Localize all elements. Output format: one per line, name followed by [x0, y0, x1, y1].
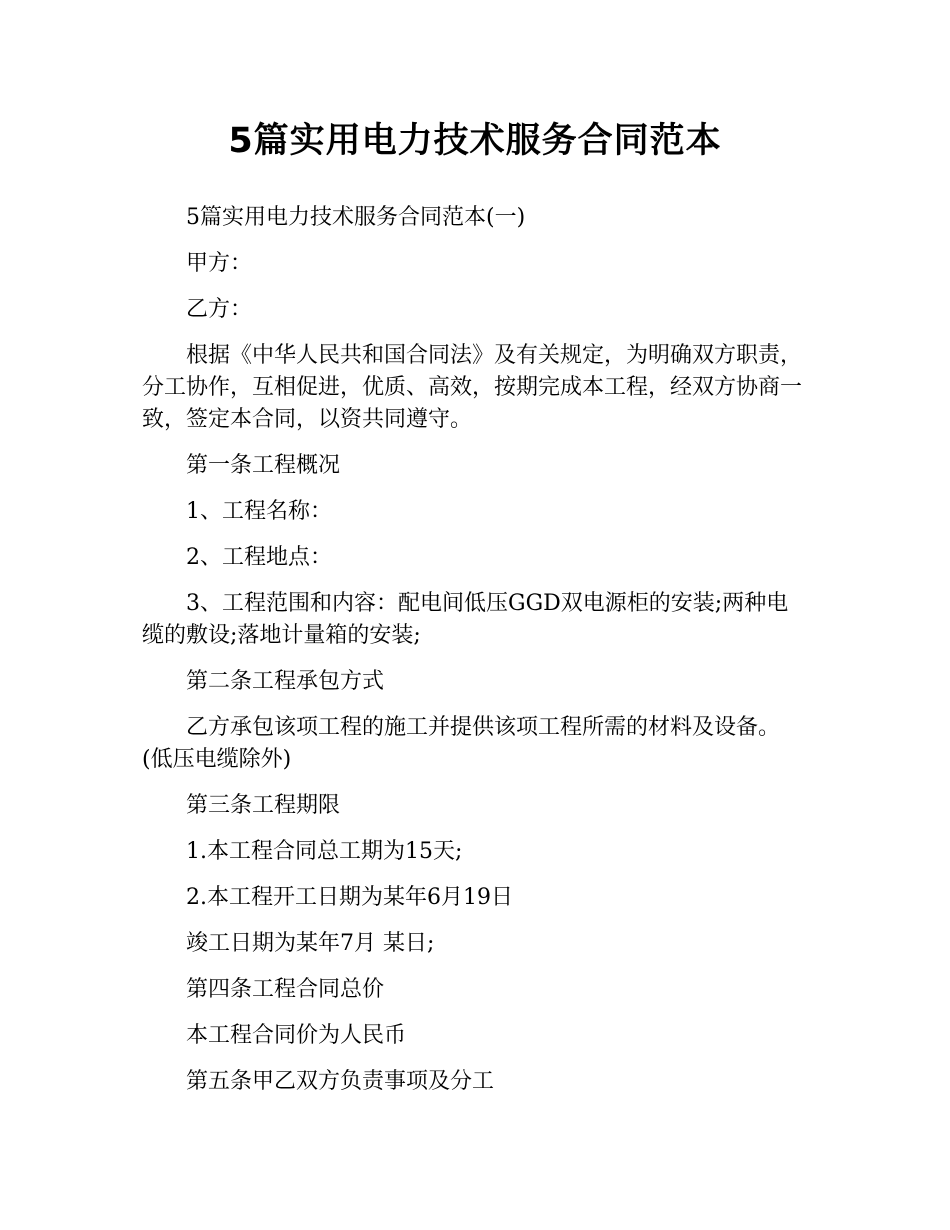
party-b-line: 乙方：	[186, 297, 253, 322]
party-a-line: 甲方：	[186, 251, 253, 276]
contracting-method-paragraph: 乙方承包该项工程的施工并提供该项工程所需的材料及设备。(低压电缆除外)	[142, 715, 781, 772]
article-2-heading: 第二条工程承包方式	[186, 669, 385, 694]
project-location-line: 2、工程地点：	[186, 545, 332, 570]
project-scope-paragraph: 3、工程范围和内容：配电间低压GGD双电源柜的安装;两种电缆的敷设;落地计量箱的安装;	[142, 591, 789, 648]
project-name-line: 1、工程名称：	[186, 499, 332, 524]
completion-date-line: 竣工日期为某年7月 某日;	[186, 931, 435, 956]
contract-price-line: 本工程合同价为人民币	[186, 1023, 407, 1048]
document-body	[142, 202, 810, 1112]
article-4-heading: 第四条工程合同总价	[186, 977, 385, 1002]
preamble-paragraph: 根据《中华人民共和国合同法》及有关规定，为明确双方职责，分工协作，互相促进，优质、高效，按期完成本工程，经双方协商一致，签定本合同，以资共同遵守。	[142, 343, 803, 432]
article-1-heading: 第一条工程概况	[186, 453, 341, 478]
subtitle-paragraph: 5篇实用电力技术服务合同范本(一)	[186, 205, 526, 230]
total-duration-line: 1.本工程合同总工期为15天;	[186, 839, 463, 864]
start-date-line: 2.本工程开工日期为某年6月19日	[186, 885, 513, 910]
article-3-heading: 第三条工程期限	[186, 793, 341, 818]
article-5-heading: 第五条甲乙双方负责事项及分工	[186, 1069, 495, 1094]
document-title: 5篇实用电力技术服务合同范本	[228, 121, 722, 161]
